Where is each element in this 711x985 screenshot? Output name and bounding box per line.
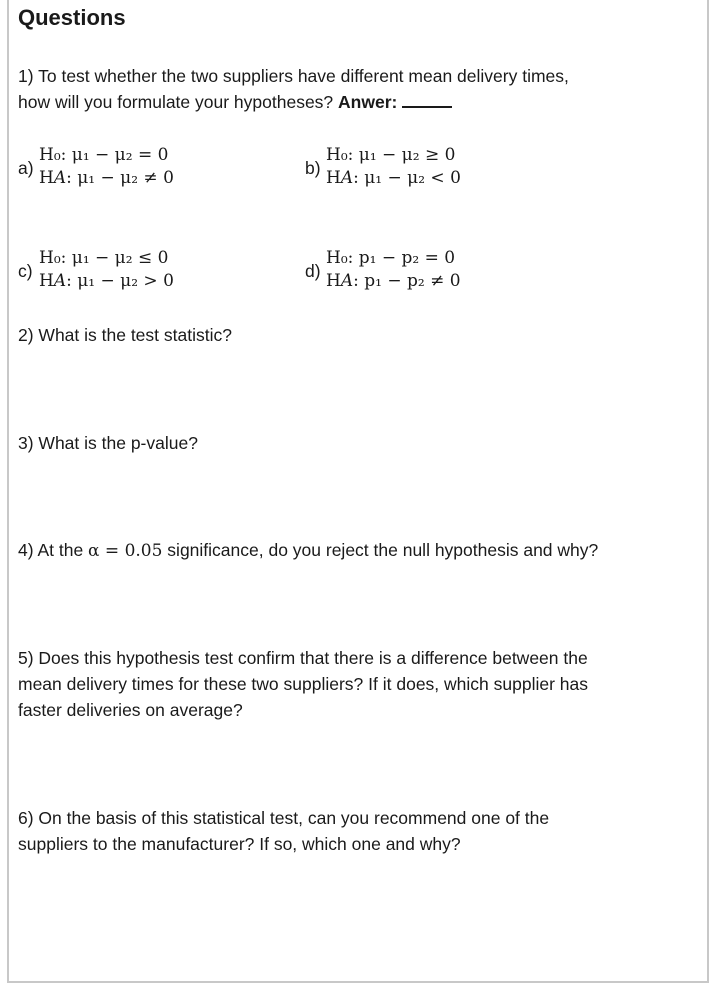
question-5-line-2: mean delivery times for these two suppliers? If it does, which supplier has: [18, 674, 588, 694]
question-5-line-1: 5) Does this hypothesis test confirm that there is a difference between the: [18, 648, 588, 668]
option-d-alt-hypothesis: H𝐴: p₁ − p₂ ≠ 0: [326, 271, 461, 291]
option-d-letter: d): [305, 261, 321, 281]
option-b-letter: b): [305, 158, 321, 178]
option-b[interactable]: [305, 147, 565, 195]
option-c[interactable]: [18, 250, 278, 298]
question-1-line-1: 1) To test whether the two suppliers have different mean delivery times,: [18, 66, 569, 86]
question-2: 2) What is the test statistic?: [18, 325, 232, 345]
option-a-alt-hypothesis: H𝐴: μ₁ − μ₂ ≠ 0: [39, 168, 174, 188]
option-d-null-hypothesis: H₀: p₁ − p₂ = 0: [326, 248, 456, 268]
question-1-line-2: how will you formulate your hypotheses? Anwer:: [18, 89, 698, 115]
question-5-line-3: faster deliveries on average?: [18, 700, 243, 720]
option-b-null-hypothesis: H₀: μ₁ − μ₂ ≥ 0: [326, 145, 456, 165]
answer-blank[interactable]: [402, 90, 452, 108]
page-title: Questions: [18, 5, 126, 30]
question-6: [18, 805, 698, 857]
option-a-letter: a): [18, 158, 34, 178]
question-4: 4) At the α = 0.05 significance, do you reject the null hypothesis and why?: [18, 540, 599, 561]
option-c-alt-hypothesis: H𝐴: μ₁ − μ₂ > 0: [39, 271, 174, 291]
question-3: 3) What is the p-value?: [18, 433, 198, 453]
option-a[interactable]: [18, 147, 278, 195]
option-c-letter: c): [18, 261, 33, 281]
option-c-null-hypothesis: H₀: μ₁ − μ₂ ≤ 0: [39, 248, 169, 268]
alpha-value: α = 0.05: [88, 541, 163, 561]
question-1: [18, 63, 698, 115]
question-6-line-1: 6) On the basis of this statistical test, can you recommend one of the: [18, 808, 550, 828]
question-6-line-2: suppliers to the manufacturer? If so, which one and why?: [18, 834, 461, 854]
option-d[interactable]: [305, 250, 565, 298]
option-a-null-hypothesis: H₀: μ₁ − μ₂ = 0: [39, 145, 169, 165]
answer-label: Anwer:: [338, 92, 398, 112]
option-b-alt-hypothesis: H𝐴: μ₁ − μ₂ < 0: [326, 168, 461, 188]
question-5: [18, 645, 698, 723]
